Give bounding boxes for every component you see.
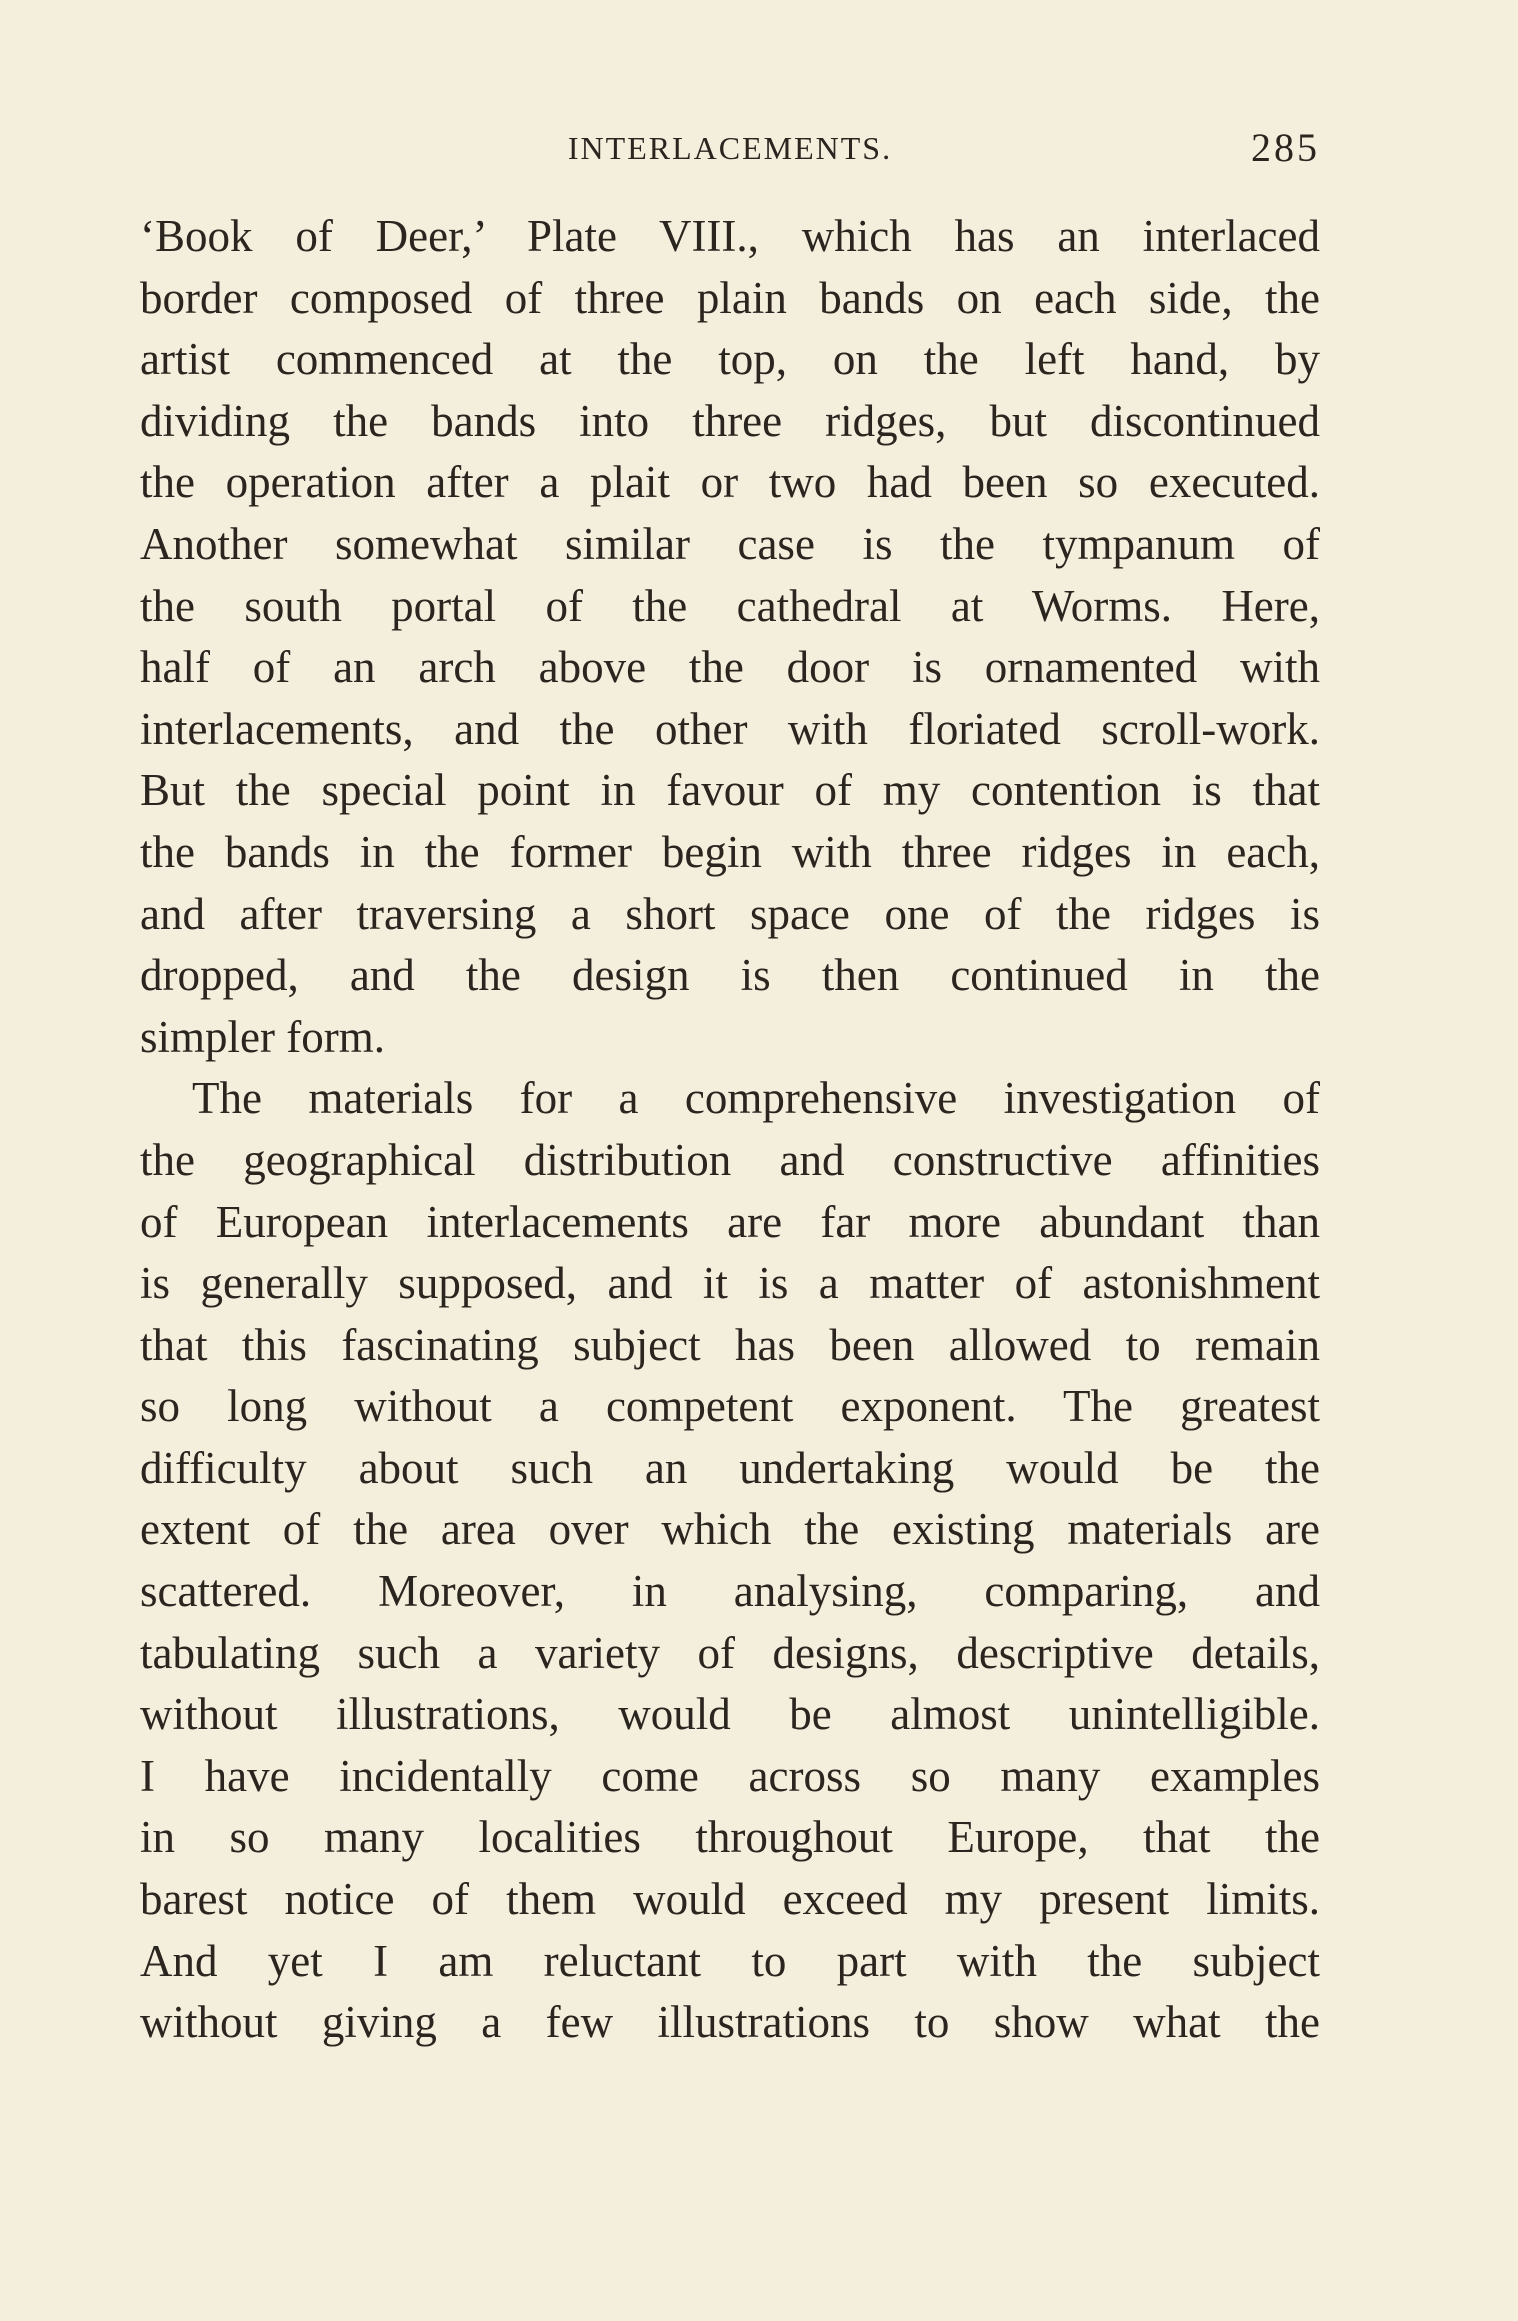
text-line: so long without a competent exponent. The greatest bbox=[140, 1381, 1320, 1432]
text-line: tabulating such a variety of designs, descriptive details, bbox=[140, 1627, 1320, 1678]
text-line: half of an arch above the door is ornamented with bbox=[140, 642, 1320, 693]
text-line: the bands in the former begin with three ridges in each, bbox=[140, 826, 1320, 877]
text-line: the south portal of the cathedral at Worms. Here, bbox=[140, 580, 1320, 631]
running-head bbox=[140, 122, 1320, 174]
text-line: in so many localities throughout Europe, that the bbox=[140, 1812, 1320, 1863]
text-line: of European interlacements are far more abundant than bbox=[140, 1196, 1320, 1247]
text-line: the geographical distribution and constructive affinities bbox=[140, 1134, 1320, 1185]
text-line: the operation after a plait or two had been so executed. bbox=[140, 457, 1320, 508]
text-line: that this fascinating subject has been allowed to remain bbox=[140, 1319, 1320, 1370]
text-line: interlacements, and the other with floriated scroll-work. bbox=[140, 703, 1320, 754]
text-line: scattered. Moreover, in analysing, comparing, and bbox=[140, 1566, 1320, 1617]
text-line: without illustrations, would be almost unintelligible. bbox=[140, 1689, 1320, 1740]
text-line: But the special point in favour of my contention is that bbox=[140, 765, 1320, 816]
text-line: without giving a few illustrations to show what the bbox=[140, 1997, 1320, 2048]
text-line: ‘Book of Deer,’ Plate VIII., which has an interlaced bbox=[140, 211, 1320, 261]
text-line: I have incidentally come across so many examples bbox=[140, 1750, 1320, 1801]
text-line: extent of the area over which the existing materials are bbox=[140, 1504, 1320, 1555]
paragraph-start-line: The materials for a comprehensive investigation of bbox=[192, 1073, 1320, 1124]
text-line: And yet I am reluctant to part with the subject bbox=[140, 1935, 1320, 1986]
running-title: INTERLACEMENTS. bbox=[567, 130, 893, 166]
text-line: dropped, and the design is then continued in the bbox=[140, 950, 1320, 1001]
text-line: dividing the bands into three ridges, but discontinued bbox=[140, 395, 1320, 446]
text-line: border composed of three plain bands on each side, the bbox=[140, 272, 1320, 323]
text-line: difficulty about such an undertaking would be the bbox=[140, 1442, 1320, 1493]
text-line: Another somewhat similar case is the tympanum of bbox=[140, 518, 1320, 569]
text-line: is generally supposed, and it is a matter of astonishment bbox=[140, 1258, 1320, 1309]
text-line: artist commenced at the top, on the left hand, by bbox=[140, 334, 1320, 385]
text-line: barest notice of them would exceed my present limits. bbox=[140, 1874, 1320, 1925]
paragraph-end-line: simpler form. bbox=[140, 1011, 385, 1062]
body-text bbox=[140, 206, 1320, 2054]
text-line: and after traversing a short space one of the ridges is bbox=[140, 888, 1320, 939]
page-number: 285 bbox=[1251, 125, 1320, 170]
